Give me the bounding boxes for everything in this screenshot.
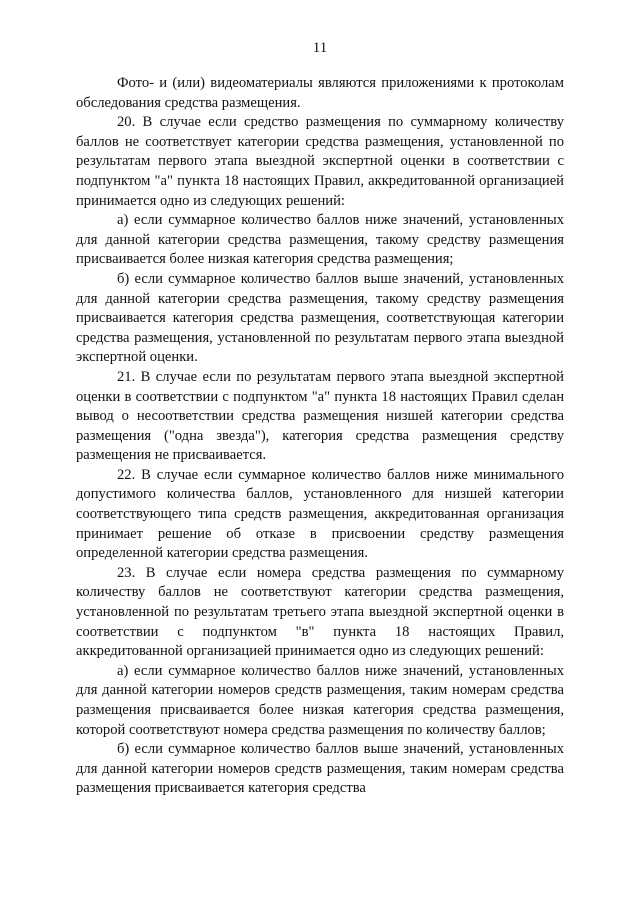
paragraph-clause-20-b: б) если суммарное количество баллов выше значений, установленных для данной категории средства размещения, такому средству размещения присваивается категория средства размещения, соответствующая категории средства размещения, установленной по результатам первого этапа выездной экспертной оценки.: [76, 270, 564, 366]
paragraph-clause-23-b: б) если суммарное количество баллов выше значений, установленных для данной категории номеров средств размещения, таким номерам средства размещения присваивается категория средства: [76, 741, 564, 797]
paragraph-clause-22: 22. В случае если суммарное количество баллов ниже минимального допустимого количества баллов, установленного для низшей категории соответствующего типа средств размещения, аккредитованная организация принимает решение об отказе в присвоении средству размещения определенной категории средства размещения.: [76, 466, 564, 562]
paragraph-clause-21: 21. В случае если по результатам первого этапа выездной экспертной оценки в соответствии с подпунктом "а" пункта 18 настоящих Правил сделан вывод о несоответствии средства размещения низшей категории средства размещения ("одна звезда"), категория средства размещения средству размещения не присваивается.: [76, 368, 564, 464]
paragraph-photo-materials: Фото- и (или) видеоматериалы являются приложениями к протоколам обследования средства размещения.: [76, 75, 564, 111]
paragraph-clause-23: 23. В случае если номера средства размещения по суммарному количеству баллов не соответствуют категории средства размещения, установленной по результатам третьего этапа выездной экспертной оценки в соответствии с подпунктом "в" пункта 18 настоящих Правил, аккредитованной организацией принимается одно из следующих решений:: [76, 564, 564, 660]
page-number: 11: [312, 40, 328, 56]
paragraph-clause-20: 20. В случае если средство размещения по суммарному количеству баллов не соответствует категории средства размещения, установленной по результатам первого этапа выездной экспертной оценки в соответствии с подпунктом "а" пункта 18 настоящих Правил, аккредитованной организацией принимается одно из следующих решений:: [76, 114, 564, 209]
paragraph-clause-20-a: а) если суммарное количество баллов ниже значений, установленных для данной категории средства размещения, такому средству размещения присваивается более низкая категория средства размещения;: [76, 212, 564, 268]
paragraph-clause-23-a: а) если суммарное количество баллов ниже значений, установленных для данной категории номеров средств размещения, таким номерам средства размещения присваивается более низкая категория средства размещения, которой соответствуют номера средства размещения по количеству баллов;: [76, 662, 564, 738]
